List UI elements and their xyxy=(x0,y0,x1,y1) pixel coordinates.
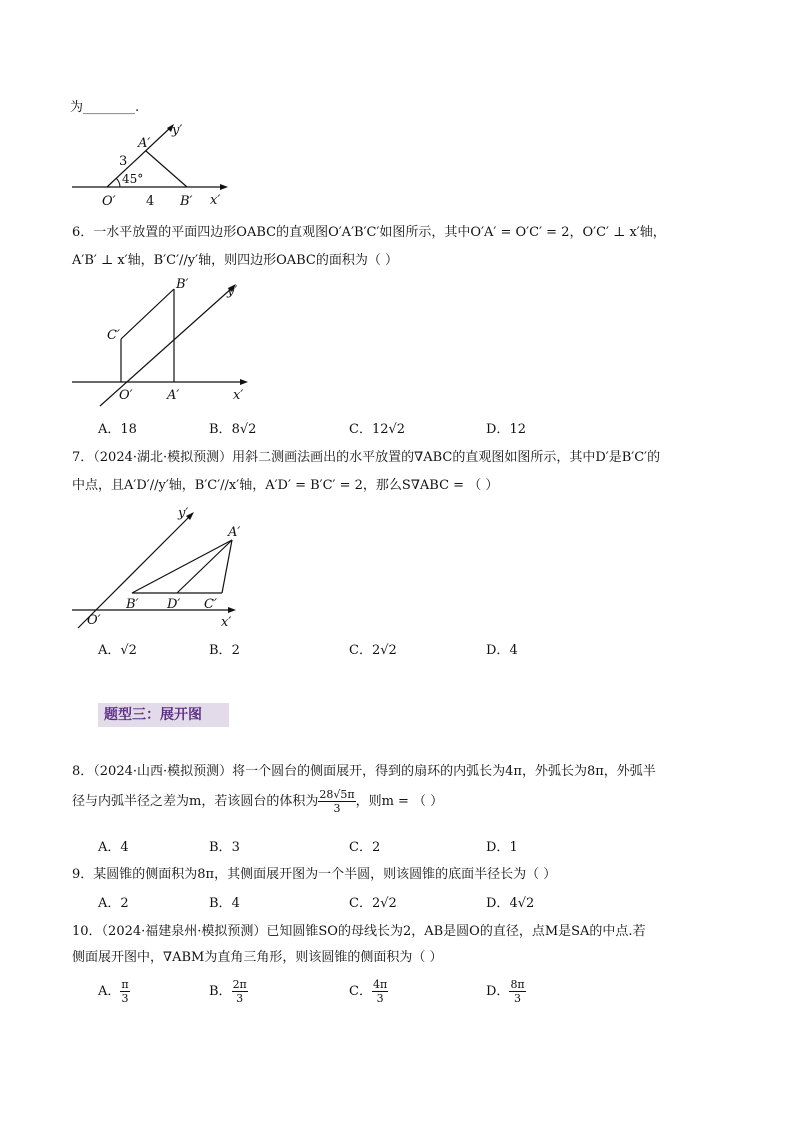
q8-text-line1: （2024·山西·模拟预测）将一个圆台的侧面展开，得到的扇环的内弧长为4π，外弧长为8π，外弧半 xyxy=(93,764,656,779)
label-o: O′ xyxy=(102,194,116,209)
fraction-numerator: 4π xyxy=(372,978,388,991)
q7-line2 xyxy=(72,474,498,493)
option-value: 12 xyxy=(509,422,526,437)
q7-option-b[interactable] xyxy=(209,639,240,658)
q6-line1 xyxy=(72,221,666,240)
option-letter: C． xyxy=(349,984,372,999)
label-y: y′ xyxy=(172,123,183,138)
q8-line2 xyxy=(72,788,443,815)
option-fraction xyxy=(509,978,525,1005)
option-letter: C． xyxy=(349,896,372,911)
q6-line2 xyxy=(72,249,398,268)
q10-text-line2: 侧面展开图中，∇ABM为直角三角形，则该圆锥的侧面积为（ ） xyxy=(72,950,443,965)
q8-option-b[interactable] xyxy=(209,836,240,855)
section-header: 题型三：展开图 xyxy=(98,703,229,727)
q7-text-line2: 中点，且A′D′//y′轴，B′C′//x′轴，A′D′ = B′C′ = 2，那么S∇ABC = （ ） xyxy=(72,478,499,493)
label-c: C′ xyxy=(204,597,217,612)
label-a: A′ xyxy=(228,525,241,540)
option-value: 1 xyxy=(509,840,518,855)
option-value: 18 xyxy=(120,422,137,437)
figure-q7 xyxy=(60,500,260,630)
option-value: 2 xyxy=(231,643,240,658)
option-value: 4 xyxy=(120,840,129,855)
fraction-denominator: 3 xyxy=(236,992,244,1005)
fraction-numerator: 8π xyxy=(510,978,525,991)
option-letter: B． xyxy=(209,643,232,658)
label-y: y′ xyxy=(178,506,189,521)
label-angle: 45° xyxy=(122,172,144,186)
segment-ab xyxy=(146,151,187,187)
q6-text-line1: 一水平放置的平面四边形OABC的直观图O′A′B′C′如图所示，其中O′A′ = O′C′ = 2，O′C′ ⊥ x′轴， xyxy=(93,225,666,240)
label-d: D′ xyxy=(167,597,181,612)
label-side-4: 4 xyxy=(146,194,155,209)
option-value: 8√2 xyxy=(231,422,257,437)
label-x: x′ xyxy=(233,388,244,403)
segment-cb xyxy=(121,289,174,339)
option-value: 2√2 xyxy=(371,896,397,911)
q10-line2 xyxy=(72,946,442,965)
q6-option-d[interactable] xyxy=(486,418,526,437)
option-value: 2 xyxy=(120,896,129,911)
label-side-3: 3 xyxy=(119,154,128,169)
option-letter: A． xyxy=(98,422,121,437)
fraction-numerator: 2π xyxy=(232,978,247,991)
q9-text-line1: 某圆锥的侧面积为8π，其侧面展开图为一个半圆，则该圆锥的底面半径长为（ ） xyxy=(93,867,557,882)
option-letter: A． xyxy=(98,840,121,855)
option-value: 4√2 xyxy=(509,896,535,911)
fraction-numerator: 28√5π xyxy=(319,788,355,801)
label-o: O′ xyxy=(119,388,133,403)
q9-number: 9． xyxy=(72,867,94,882)
x-axis-arrow xyxy=(228,607,236,613)
q8-volume-fraction xyxy=(318,788,355,815)
q10-option-b[interactable] xyxy=(209,978,248,1005)
option-letter: D． xyxy=(486,840,510,855)
q9-option-b[interactable] xyxy=(209,892,240,911)
q9-option-a[interactable] xyxy=(98,892,129,911)
label-a: A′ xyxy=(138,136,151,151)
q8-option-d[interactable] xyxy=(486,836,518,855)
q6-option-b[interactable] xyxy=(209,418,256,437)
q7-option-d[interactable] xyxy=(486,639,518,658)
option-letter: C． xyxy=(349,643,372,658)
intro-line xyxy=(70,96,139,115)
option-letter: C． xyxy=(349,422,372,437)
angle-arc xyxy=(116,178,120,187)
q8-text-line2b: ，则m = （ ） xyxy=(355,794,444,809)
option-letter: D． xyxy=(486,643,510,658)
q6-number: 6． xyxy=(72,225,94,240)
option-letter: B． xyxy=(209,422,232,437)
option-letter: B． xyxy=(209,896,232,911)
option-letter: C． xyxy=(349,840,372,855)
option-value: 2√2 xyxy=(371,643,397,658)
option-fraction xyxy=(232,978,248,1005)
q8-text-line2a: 径与内弧半径之差为m，若该圆台的体积为 xyxy=(72,794,319,809)
option-fraction xyxy=(120,978,129,1005)
label-b: B′ xyxy=(176,277,189,292)
q9-line1 xyxy=(72,863,556,882)
label-b: B′ xyxy=(126,597,139,612)
label-a: A′ xyxy=(167,388,180,403)
option-value: 4 xyxy=(509,643,518,658)
label-o: O′ xyxy=(87,613,101,628)
option-letter: A． xyxy=(98,896,121,911)
option-value: 4 xyxy=(231,896,240,911)
option-value: √2 xyxy=(120,643,137,658)
label-x: x′ xyxy=(210,193,221,208)
label-c: C′ xyxy=(107,328,120,343)
q10-option-d[interactable] xyxy=(486,978,526,1005)
option-letter: B． xyxy=(209,984,232,999)
q9-option-d[interactable] xyxy=(486,892,534,911)
fraction-numerator: π xyxy=(121,978,129,991)
intro-prefix: 为 xyxy=(70,100,84,115)
option-value: 2 xyxy=(371,840,381,855)
option-letter: D． xyxy=(486,422,510,437)
q10-option-a[interactable] xyxy=(98,978,130,1005)
option-letter: B． xyxy=(209,840,232,855)
option-letter: A． xyxy=(98,643,121,658)
option-fraction xyxy=(372,978,388,1005)
option-value: 3 xyxy=(231,840,240,855)
q7-option-c[interactable] xyxy=(349,639,397,658)
option-letter: D． xyxy=(486,896,510,911)
label-y: y′ xyxy=(227,284,238,299)
option-letter: D． xyxy=(486,984,510,999)
q8-number: 8． xyxy=(72,764,94,779)
q7-line1 xyxy=(72,446,660,465)
figure-q6 xyxy=(60,275,260,410)
segment-ba xyxy=(132,540,232,593)
q10-number: 10． xyxy=(72,924,102,939)
q9-option-c[interactable] xyxy=(349,892,397,911)
answer-blank: ________ xyxy=(83,100,136,115)
q8-line1 xyxy=(72,760,656,779)
fraction-denominator: 3 xyxy=(376,992,384,1005)
fraction-denominator: 3 xyxy=(121,992,129,1005)
q10-text-line1: （2024·福建泉州·模拟预测）已知圆锥SO的母线长为2，AB是圆O的直径，点M是SA的中点.若 xyxy=(101,924,646,939)
label-b: B′ xyxy=(180,194,193,209)
q8-option-a[interactable] xyxy=(98,836,129,855)
q6-option-a[interactable] xyxy=(98,418,137,437)
figure-q5 xyxy=(60,118,240,210)
label-x: x′ xyxy=(221,615,232,630)
fraction-denominator: 3 xyxy=(514,992,522,1005)
q7-option-a[interactable] xyxy=(98,639,137,658)
q7-text-line1: （2024·湖北·模拟预测）用斜二测画法画出的水平放置的∇ABC的直观图如图所示，其中D′是B′C′的 xyxy=(93,450,661,465)
q8-option-c[interactable] xyxy=(349,836,380,855)
q10-line1 xyxy=(72,920,646,939)
x-axis-arrow xyxy=(220,184,228,190)
q7-number: 7． xyxy=(72,450,94,465)
intro-suffix: . xyxy=(135,100,140,115)
x-axis-arrow xyxy=(240,379,248,385)
q6-text-line2: A′B′ ⊥ x′轴，B′C′//y′轴，则四边形OABC的面积为（ ） xyxy=(72,253,398,268)
option-value: 12√2 xyxy=(371,422,406,437)
fraction-denominator: 3 xyxy=(333,802,341,815)
option-letter: A． xyxy=(98,984,121,999)
q6-option-c[interactable] xyxy=(349,418,405,437)
q10-option-c[interactable] xyxy=(349,978,388,1005)
